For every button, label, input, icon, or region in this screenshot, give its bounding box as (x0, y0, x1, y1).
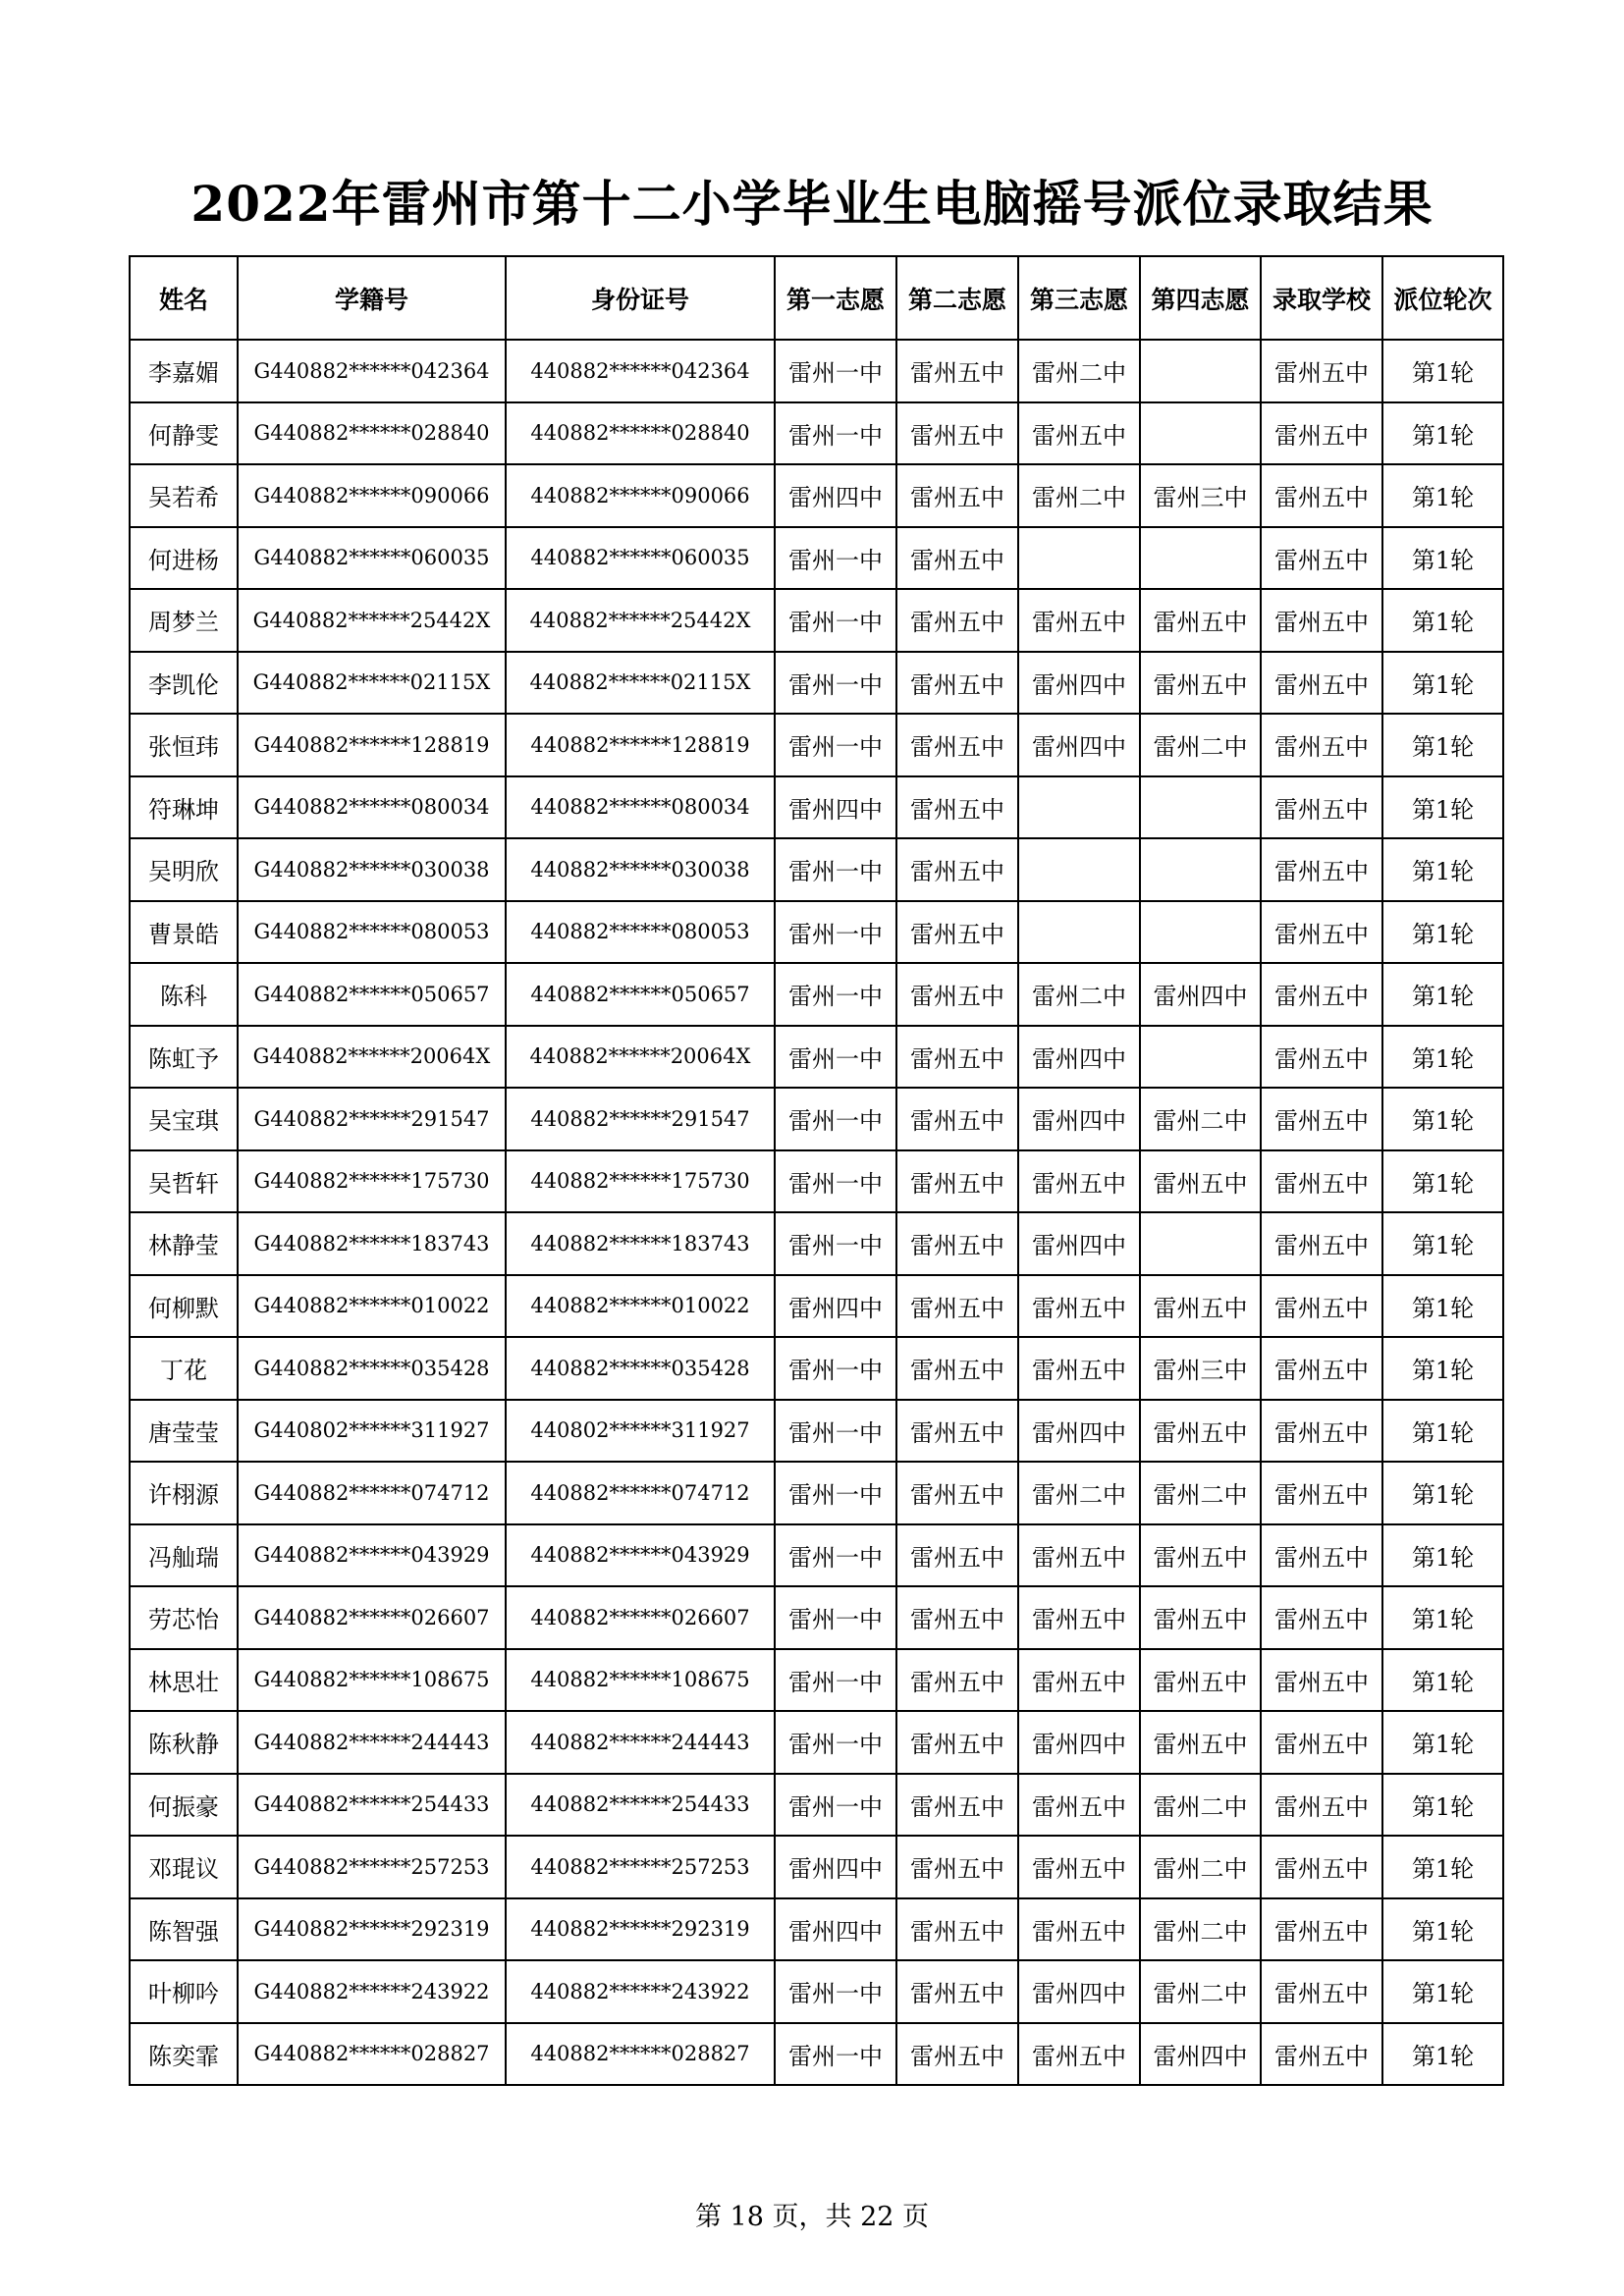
cell-student-id: G440882******042364 (238, 340, 506, 402)
table-row (130, 527, 1503, 590)
cell-admitted-school: 雷州五中 (1261, 1400, 1382, 1463)
cell-choice-3: 雷州二中 (1018, 963, 1140, 1026)
table-row (130, 1400, 1503, 1463)
cell-name: 何静雯 (130, 402, 238, 465)
cell-name: 李凯伦 (130, 652, 238, 715)
cell-student-id: G440882******060035 (238, 527, 506, 590)
cell-choice-2: 雷州五中 (896, 1711, 1018, 1774)
cell-choice-1: 雷州一中 (775, 1337, 896, 1400)
cell-choice-2: 雷州五中 (896, 1088, 1018, 1150)
cell-choice-4: 雷州二中 (1140, 1088, 1261, 1150)
cell-round: 第1轮 (1382, 776, 1503, 839)
cell-choice-3: 雷州四中 (1018, 1026, 1140, 1089)
cell-choice-1: 雷州一中 (775, 1026, 896, 1089)
cell-choice-2: 雷州五中 (896, 1462, 1018, 1524)
cell-admitted-school: 雷州五中 (1261, 838, 1382, 901)
cell-student-id: G440882******074712 (238, 1462, 506, 1524)
table-row (130, 1524, 1503, 1587)
cell-choice-1: 雷州一中 (775, 1088, 896, 1150)
cell-id-number: 440882******183743 (506, 1212, 775, 1275)
cell-choice-2: 雷州五中 (896, 589, 1018, 652)
cell-admitted-school: 雷州五中 (1261, 464, 1382, 527)
cell-choice-2: 雷州五中 (896, 838, 1018, 901)
cell-round: 第1轮 (1382, 1960, 1503, 2023)
cell-student-id: G440882******028827 (238, 2023, 506, 2086)
cell-choice-2: 雷州五中 (896, 1774, 1018, 1837)
cell-admitted-school: 雷州五中 (1261, 402, 1382, 465)
cell-student-id: G440882******043929 (238, 1524, 506, 1587)
cell-choice-3: 雷州五中 (1018, 402, 1140, 465)
cell-choice-1: 雷州一中 (775, 2023, 896, 2086)
cell-round: 第1轮 (1382, 1337, 1503, 1400)
cell-choice-1: 雷州一中 (775, 402, 896, 465)
cell-id-number: 440882******244443 (506, 1711, 775, 1774)
cell-choice-4: 雷州五中 (1140, 1711, 1261, 1774)
cell-choice-3: 雷州四中 (1018, 1088, 1140, 1150)
cell-choice-3: 雷州五中 (1018, 1898, 1140, 1961)
cell-choice-1: 雷州四中 (775, 1836, 896, 1898)
table-row (130, 1649, 1503, 1712)
cell-name: 符琳坤 (130, 776, 238, 839)
cell-choice-3: 雷州五中 (1018, 1649, 1140, 1712)
table-row (130, 714, 1503, 776)
cell-student-id: G440882******080034 (238, 776, 506, 839)
cell-admitted-school: 雷州五中 (1261, 1275, 1382, 1338)
cell-id-number: 440882******257253 (506, 1836, 775, 1898)
cell-choice-2: 雷州五中 (896, 1212, 1018, 1275)
cell-round: 第1轮 (1382, 1212, 1503, 1275)
cell-choice-4 (1140, 838, 1261, 901)
page-title: 2022年雷州市第十二小学毕业生电脑摇号派位录取结果 (190, 175, 1434, 233)
cell-choice-1: 雷州一中 (775, 901, 896, 964)
cell-name: 吴宝琪 (130, 1088, 238, 1150)
cell-id-number: 440882******292319 (506, 1898, 775, 1961)
table-row (130, 1711, 1503, 1774)
cell-round: 第1轮 (1382, 1400, 1503, 1463)
cell-choice-1: 雷州一中 (775, 340, 896, 402)
cell-round: 第1轮 (1382, 464, 1503, 527)
cell-choice-3: 雷州五中 (1018, 1836, 1140, 1898)
cell-round: 第1轮 (1382, 2023, 1503, 2086)
cell-choice-2: 雷州五中 (896, 652, 1018, 715)
cell-choice-2: 雷州五中 (896, 1026, 1018, 1089)
cell-id-number: 440882******043929 (506, 1524, 775, 1587)
cell-choice-4 (1140, 901, 1261, 964)
cell-choice-2: 雷州五中 (896, 340, 1018, 402)
cell-student-id: G440882******090066 (238, 464, 506, 527)
cell-choice-4: 雷州五中 (1140, 1150, 1261, 1213)
cell-admitted-school: 雷州五中 (1261, 1836, 1382, 1898)
cell-choice-2: 雷州五中 (896, 1400, 1018, 1463)
cell-name: 劳芯怡 (130, 1586, 238, 1649)
cell-id-number: 440882******108675 (506, 1649, 775, 1712)
cell-choice-4: 雷州三中 (1140, 464, 1261, 527)
cell-admitted-school: 雷州五中 (1261, 1088, 1382, 1150)
cell-choice-4: 雷州五中 (1140, 1649, 1261, 1712)
cell-choice-3: 雷州五中 (1018, 1524, 1140, 1587)
cell-id-number: 440882******028827 (506, 2023, 775, 2086)
cell-name: 何振豪 (130, 1774, 238, 1837)
cell-round: 第1轮 (1382, 1649, 1503, 1712)
cell-choice-3: 雷州五中 (1018, 1337, 1140, 1400)
cell-name: 唐莹莹 (130, 1400, 238, 1463)
cell-choice-1: 雷州一中 (775, 838, 896, 901)
cell-student-id: G440882******108675 (238, 1649, 506, 1712)
cell-round: 第1轮 (1382, 1836, 1503, 1898)
cell-name: 何柳默 (130, 1275, 238, 1338)
cell-choice-1: 雷州一中 (775, 1774, 896, 1837)
cell-choice-1: 雷州一中 (775, 1711, 896, 1774)
cell-choice-4: 雷州二中 (1140, 1774, 1261, 1837)
cell-student-id: G440882******292319 (238, 1898, 506, 1961)
cell-admitted-school: 雷州五中 (1261, 963, 1382, 1026)
cell-choice-2: 雷州五中 (896, 464, 1018, 527)
cell-choice-3: 雷州五中 (1018, 2023, 1140, 2086)
cell-choice-4: 雷州五中 (1140, 1524, 1261, 1587)
cell-name: 陈科 (130, 963, 238, 1026)
cell-admitted-school: 雷州五中 (1261, 2023, 1382, 2086)
cell-id-number: 440882******243922 (506, 1960, 775, 2023)
cell-choice-2: 雷州五中 (896, 1586, 1018, 1649)
table-row (130, 963, 1503, 1026)
table-row (130, 1026, 1503, 1089)
cell-round: 第1轮 (1382, 652, 1503, 715)
cell-name: 许栩源 (130, 1462, 238, 1524)
cell-round: 第1轮 (1382, 838, 1503, 901)
cell-choice-4 (1140, 402, 1261, 465)
cell-student-id: G440882******254433 (238, 1774, 506, 1837)
cell-choice-4: 雷州五中 (1140, 1400, 1261, 1463)
table-row (130, 838, 1503, 901)
table-row (130, 901, 1503, 964)
table-row (130, 652, 1503, 715)
cell-round: 第1轮 (1382, 714, 1503, 776)
cell-choice-2: 雷州五中 (896, 2023, 1018, 2086)
cell-id-number: 440882******02115X (506, 652, 775, 715)
cell-round: 第1轮 (1382, 1462, 1503, 1524)
header-choice-4: 第四志愿 (1140, 256, 1261, 340)
table-row (130, 1275, 1503, 1338)
cell-choice-1: 雷州四中 (775, 776, 896, 839)
cell-round: 第1轮 (1382, 1711, 1503, 1774)
cell-admitted-school: 雷州五中 (1261, 1774, 1382, 1837)
cell-choice-4: 雷州二中 (1140, 1898, 1261, 1961)
cell-admitted-school: 雷州五中 (1261, 776, 1382, 839)
cell-round: 第1轮 (1382, 1524, 1503, 1587)
cell-id-number: 440882******010022 (506, 1275, 775, 1338)
cell-student-id: G440882******243922 (238, 1960, 506, 2023)
cell-choice-3: 雷州五中 (1018, 1774, 1140, 1837)
header-admitted-school: 录取学校 (1261, 256, 1382, 340)
cell-admitted-school: 雷州五中 (1261, 1524, 1382, 1587)
cell-name: 叶柳吟 (130, 1960, 238, 2023)
cell-admitted-school: 雷州五中 (1261, 1960, 1382, 2023)
cell-choice-3 (1018, 776, 1140, 839)
cell-name: 林静莹 (130, 1212, 238, 1275)
cell-choice-1: 雷州一中 (775, 714, 896, 776)
cell-choice-1: 雷州一中 (775, 1462, 896, 1524)
cell-choice-4: 雷州二中 (1140, 714, 1261, 776)
cell-admitted-school: 雷州五中 (1261, 1026, 1382, 1089)
table-row (130, 464, 1503, 527)
cell-id-number: 440882******080034 (506, 776, 775, 839)
cell-round: 第1轮 (1382, 1898, 1503, 1961)
header-name: 姓名 (130, 256, 238, 340)
cell-round: 第1轮 (1382, 1774, 1503, 1837)
cell-choice-3: 雷州四中 (1018, 1212, 1140, 1275)
cell-choice-2: 雷州五中 (896, 402, 1018, 465)
table-row (130, 1586, 1503, 1649)
cell-choice-2: 雷州五中 (896, 527, 1018, 590)
cell-id-number: 440882******042364 (506, 340, 775, 402)
cell-choice-4 (1140, 776, 1261, 839)
cell-choice-3: 雷州四中 (1018, 1400, 1140, 1463)
cell-choice-3: 雷州四中 (1018, 714, 1140, 776)
table-row (130, 1337, 1503, 1400)
cell-admitted-school: 雷州五中 (1261, 1649, 1382, 1712)
cell-choice-1: 雷州一中 (775, 1150, 896, 1213)
cell-choice-2: 雷州五中 (896, 1150, 1018, 1213)
cell-choice-2: 雷州五中 (896, 776, 1018, 839)
cell-choice-1: 雷州一中 (775, 1586, 896, 1649)
cell-admitted-school: 雷州五中 (1261, 589, 1382, 652)
cell-student-id: G440882******050657 (238, 963, 506, 1026)
cell-student-id: G440882******030038 (238, 838, 506, 901)
cell-id-number: 440882******291547 (506, 1088, 775, 1150)
table-row (130, 1774, 1503, 1837)
cell-round: 第1轮 (1382, 589, 1503, 652)
cell-student-id: G440802******311927 (238, 1400, 506, 1463)
cell-student-id: G440882******183743 (238, 1212, 506, 1275)
cell-student-id: G440882******244443 (238, 1711, 506, 1774)
table-header (130, 256, 1503, 340)
cell-choice-3: 雷州二中 (1018, 340, 1140, 402)
cell-admitted-school: 雷州五中 (1261, 652, 1382, 715)
cell-choice-3 (1018, 527, 1140, 590)
cell-id-number: 440882******090066 (506, 464, 775, 527)
cell-admitted-school: 雷州五中 (1261, 1462, 1382, 1524)
cell-choice-2: 雷州五中 (896, 1337, 1018, 1400)
cell-choice-1: 雷州四中 (775, 464, 896, 527)
cell-id-number: 440882******20064X (506, 1026, 775, 1089)
cell-round: 第1轮 (1382, 527, 1503, 590)
cell-choice-1: 雷州一中 (775, 1400, 896, 1463)
cell-choice-4: 雷州五中 (1140, 1275, 1261, 1338)
cell-choice-2: 雷州五中 (896, 1898, 1018, 1961)
cell-student-id: G440882******026607 (238, 1586, 506, 1649)
header-student-id: 学籍号 (238, 256, 506, 340)
cell-choice-1: 雷州一中 (775, 1649, 896, 1712)
cell-choice-2: 雷州五中 (896, 1836, 1018, 1898)
table-row (130, 589, 1503, 652)
admission-results-table (129, 255, 1504, 2086)
cell-choice-1: 雷州一中 (775, 652, 896, 715)
cell-id-number: 440882******074712 (506, 1462, 775, 1524)
cell-admitted-school: 雷州五中 (1261, 1898, 1382, 1961)
cell-round: 第1轮 (1382, 963, 1503, 1026)
cell-choice-2: 雷州五中 (896, 714, 1018, 776)
cell-name: 曹景皓 (130, 901, 238, 964)
header-choice-1: 第一志愿 (775, 256, 896, 340)
page-number: 第 18 页，共 22 页 (694, 2202, 930, 2232)
table-row (130, 340, 1503, 402)
cell-choice-1: 雷州一中 (775, 1960, 896, 2023)
cell-choice-1: 雷州一中 (775, 1212, 896, 1275)
cell-round: 第1轮 (1382, 901, 1503, 964)
cell-choice-4: 雷州五中 (1140, 1586, 1261, 1649)
cell-choice-2: 雷州五中 (896, 1960, 1018, 2023)
cell-id-number: 440882******080053 (506, 901, 775, 964)
cell-name: 张恒玮 (130, 714, 238, 776)
table-row (130, 1836, 1503, 1898)
cell-admitted-school: 雷州五中 (1261, 1150, 1382, 1213)
cell-choice-3: 雷州四中 (1018, 1711, 1140, 1774)
table-row (130, 2023, 1503, 2086)
table-row (130, 402, 1503, 465)
cell-student-id: G440882******02115X (238, 652, 506, 715)
cell-choice-1: 雷州四中 (775, 1275, 896, 1338)
cell-name: 李嘉媚 (130, 340, 238, 402)
cell-choice-4 (1140, 340, 1261, 402)
cell-choice-4 (1140, 1026, 1261, 1089)
table-row (130, 1212, 1503, 1275)
cell-choice-3 (1018, 838, 1140, 901)
cell-student-id: G440882******010022 (238, 1275, 506, 1338)
table-row (130, 1960, 1503, 2023)
header-choice-2: 第二志愿 (896, 256, 1018, 340)
header-choice-3: 第三志愿 (1018, 256, 1140, 340)
cell-student-id: G440882******080053 (238, 901, 506, 964)
cell-id-number: 440882******050657 (506, 963, 775, 1026)
cell-choice-4 (1140, 1212, 1261, 1275)
cell-choice-4: 雷州三中 (1140, 1337, 1261, 1400)
cell-choice-4: 雷州四中 (1140, 963, 1261, 1026)
cell-round: 第1轮 (1382, 402, 1503, 465)
cell-choice-1: 雷州一中 (775, 963, 896, 1026)
cell-admitted-school: 雷州五中 (1261, 1711, 1382, 1774)
cell-choice-4: 雷州五中 (1140, 589, 1261, 652)
cell-name: 吴明欣 (130, 838, 238, 901)
cell-name: 林思壮 (130, 1649, 238, 1712)
cell-name: 周梦兰 (130, 589, 238, 652)
cell-choice-2: 雷州五中 (896, 1275, 1018, 1338)
cell-choice-4: 雷州四中 (1140, 2023, 1261, 2086)
cell-id-number: 440802******311927 (506, 1400, 775, 1463)
cell-choice-2: 雷州五中 (896, 1524, 1018, 1587)
cell-admitted-school: 雷州五中 (1261, 340, 1382, 402)
cell-choice-4: 雷州二中 (1140, 1462, 1261, 1524)
table-row (130, 1898, 1503, 1961)
cell-name: 何进杨 (130, 527, 238, 590)
cell-student-id: G440882******25442X (238, 589, 506, 652)
cell-student-id: G440882******20064X (238, 1026, 506, 1089)
table-row (130, 1150, 1503, 1213)
cell-id-number: 440882******060035 (506, 527, 775, 590)
cell-choice-3: 雷州四中 (1018, 652, 1140, 715)
cell-choice-1: 雷州一中 (775, 527, 896, 590)
cell-id-number: 440882******030038 (506, 838, 775, 901)
cell-round: 第1轮 (1382, 1150, 1503, 1213)
cell-round: 第1轮 (1382, 340, 1503, 402)
cell-id-number: 440882******026607 (506, 1586, 775, 1649)
cell-admitted-school: 雷州五中 (1261, 1212, 1382, 1275)
cell-student-id: G440882******035428 (238, 1337, 506, 1400)
cell-name: 吴若希 (130, 464, 238, 527)
cell-student-id: G440882******291547 (238, 1088, 506, 1150)
cell-name: 丁花 (130, 1337, 238, 1400)
cell-round: 第1轮 (1382, 1586, 1503, 1649)
table-row (130, 1088, 1503, 1150)
cell-admitted-school: 雷州五中 (1261, 1337, 1382, 1400)
cell-admitted-school: 雷州五中 (1261, 901, 1382, 964)
cell-choice-4: 雷州二中 (1140, 1836, 1261, 1898)
cell-choice-3: 雷州五中 (1018, 1275, 1140, 1338)
cell-name: 陈虹予 (130, 1026, 238, 1089)
cell-choice-3: 雷州五中 (1018, 1150, 1140, 1213)
cell-id-number: 440882******175730 (506, 1150, 775, 1213)
cell-choice-4: 雷州二中 (1140, 1960, 1261, 2023)
header-id-number: 身份证号 (506, 256, 775, 340)
cell-admitted-school: 雷州五中 (1261, 1586, 1382, 1649)
cell-choice-1: 雷州一中 (775, 589, 896, 652)
cell-admitted-school: 雷州五中 (1261, 714, 1382, 776)
cell-id-number: 440882******035428 (506, 1337, 775, 1400)
cell-choice-1: 雷州四中 (775, 1898, 896, 1961)
cell-name: 陈智强 (130, 1898, 238, 1961)
cell-id-number: 440882******028840 (506, 402, 775, 465)
cell-name: 陈秋静 (130, 1711, 238, 1774)
cell-admitted-school: 雷州五中 (1261, 527, 1382, 590)
cell-name: 吴哲轩 (130, 1150, 238, 1213)
cell-choice-3: 雷州二中 (1018, 1462, 1140, 1524)
cell-choice-1: 雷州一中 (775, 1524, 896, 1587)
header-round: 派位轮次 (1382, 256, 1503, 340)
cell-choice-4: 雷州五中 (1140, 652, 1261, 715)
cell-name: 冯舢瑞 (130, 1524, 238, 1587)
cell-id-number: 440882******128819 (506, 714, 775, 776)
cell-student-id: G440882******028840 (238, 402, 506, 465)
table-row (130, 1462, 1503, 1524)
cell-id-number: 440882******254433 (506, 1774, 775, 1837)
cell-choice-3: 雷州五中 (1018, 589, 1140, 652)
cell-round: 第1轮 (1382, 1275, 1503, 1338)
cell-choice-3: 雷州五中 (1018, 1586, 1140, 1649)
cell-choice-4 (1140, 527, 1261, 590)
cell-choice-2: 雷州五中 (896, 963, 1018, 1026)
cell-choice-3: 雷州二中 (1018, 464, 1140, 527)
cell-student-id: G440882******257253 (238, 1836, 506, 1898)
cell-choice-3 (1018, 901, 1140, 964)
cell-round: 第1轮 (1382, 1026, 1503, 1089)
cell-name: 邓琨议 (130, 1836, 238, 1898)
cell-choice-3: 雷州四中 (1018, 1960, 1140, 2023)
header-row (130, 256, 1503, 340)
table-body (130, 340, 1503, 2085)
cell-choice-2: 雷州五中 (896, 901, 1018, 964)
cell-round: 第1轮 (1382, 1088, 1503, 1150)
table-row (130, 776, 1503, 839)
cell-choice-2: 雷州五中 (896, 1649, 1018, 1712)
cell-id-number: 440882******25442X (506, 589, 775, 652)
cell-student-id: G440882******128819 (238, 714, 506, 776)
cell-student-id: G440882******175730 (238, 1150, 506, 1213)
cell-name: 陈奕霏 (130, 2023, 238, 2086)
